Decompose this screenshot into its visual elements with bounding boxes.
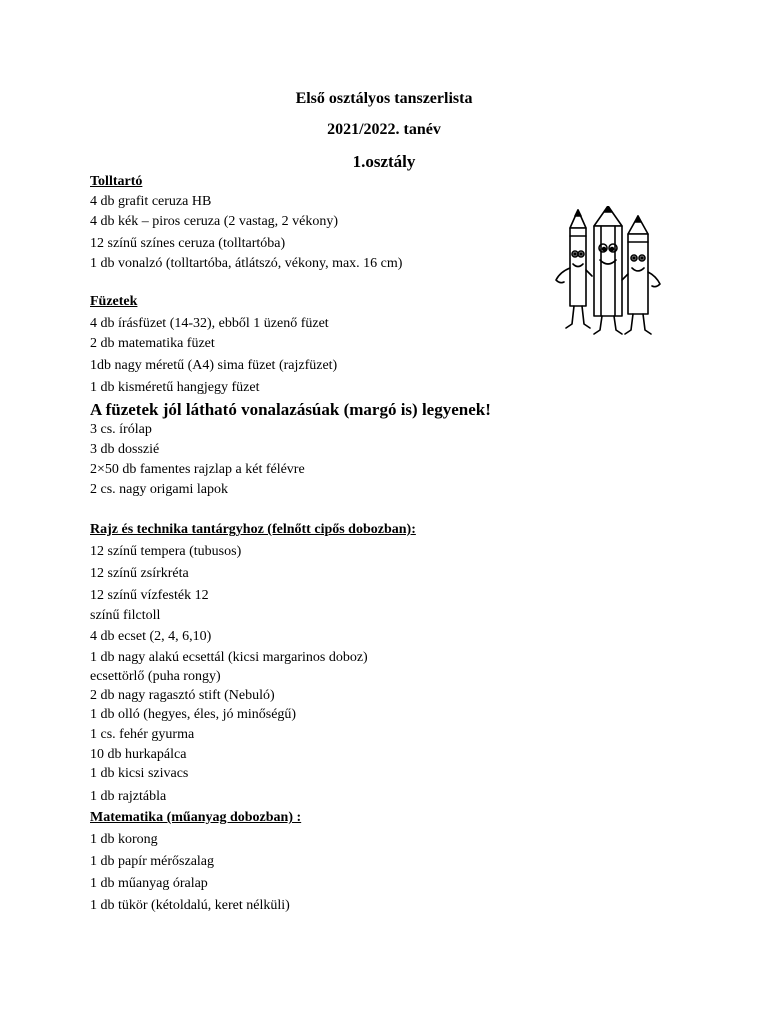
right-pencil-figure: [622, 216, 660, 334]
list-item: 3 db dosszié: [90, 442, 160, 457]
list-item: 2 db matematika füzet: [90, 336, 215, 351]
list-item: 1 db tükör (kétoldalú, keret nélküli): [90, 898, 290, 913]
middle-pencil-figure: [594, 206, 622, 334]
list-item: 1 db korong: [90, 832, 158, 847]
school-year: 2021/2022. tanév: [327, 121, 441, 138]
section-heading-tolltarto: Tolltartó: [90, 174, 143, 189]
list-item: 4 db grafit ceruza HB: [90, 194, 212, 209]
document-title: Első osztályos tanszerlista: [295, 90, 473, 107]
list-item: 1 db vonalzó (tolltartóba, átlátszó, vékony, max. 16 cm): [90, 256, 403, 271]
list-item: 12 színű színes ceruza (tolltartóba): [90, 236, 286, 251]
list-item: 2×50 db famentes rajzlap a két félévre: [90, 462, 305, 477]
list-item: színű filctoll: [90, 608, 161, 623]
list-item: 12 színű vízfesték 12: [90, 588, 209, 603]
list-item: 1 db papír mérőszalag: [90, 854, 215, 869]
pencil-characters-illustration: [552, 206, 664, 338]
list-item: 1 db olló (hegyes, éles, jó minőségű): [90, 707, 297, 722]
list-item: 10 db hurkapálca: [90, 747, 187, 762]
list-item: 3 cs. írólap: [90, 422, 152, 437]
list-item: 1 db kisméretű hangjegy füzet: [90, 380, 260, 395]
list-item: 4 db írásfüzet (14-32), ebből 1 üzenő füzet: [90, 316, 329, 331]
list-item: 2 db nagy ragasztó stift (Nebuló): [90, 688, 275, 703]
left-pencil-figure: [556, 210, 592, 328]
list-item: 1db nagy méretű (A4) sima füzet (rajzfüzet): [90, 358, 338, 373]
list-item: 1 db műanyag óralap: [90, 876, 208, 891]
list-item: 2 cs. nagy origami lapok: [90, 482, 229, 497]
list-item: 1 db nagy alakú ecsettál (kicsi margarinos doboz): [90, 650, 368, 665]
list-item: ecsettörlő (puha rongy): [90, 669, 221, 684]
notebook-notice: A füzetek jól látható vonalazásúak (margó is) legyenek!: [90, 400, 491, 419]
section-heading-matematika: Matematika (műanyag dobozban) :: [90, 810, 302, 825]
section-heading-fuzetek: Füzetek: [90, 294, 138, 309]
grade-label: 1.osztály: [352, 152, 416, 171]
list-item: 4 db ecset (2, 4, 6,10): [90, 629, 212, 644]
list-item: 12 színű zsírkréta: [90, 566, 189, 581]
list-item: 1 db rajztábla: [90, 789, 167, 804]
list-item: 1 cs. fehér gyurma: [90, 727, 195, 742]
list-item: 12 színű tempera (tubusos): [90, 544, 242, 559]
list-item: 4 db kék – piros ceruza (2 vastag, 2 vékony): [90, 214, 339, 229]
list-item: 1 db kicsi szivacs: [90, 766, 189, 781]
section-heading-rajz: Rajz és technika tantárgyhoz (felnőtt cipős dobozban):: [90, 522, 416, 537]
